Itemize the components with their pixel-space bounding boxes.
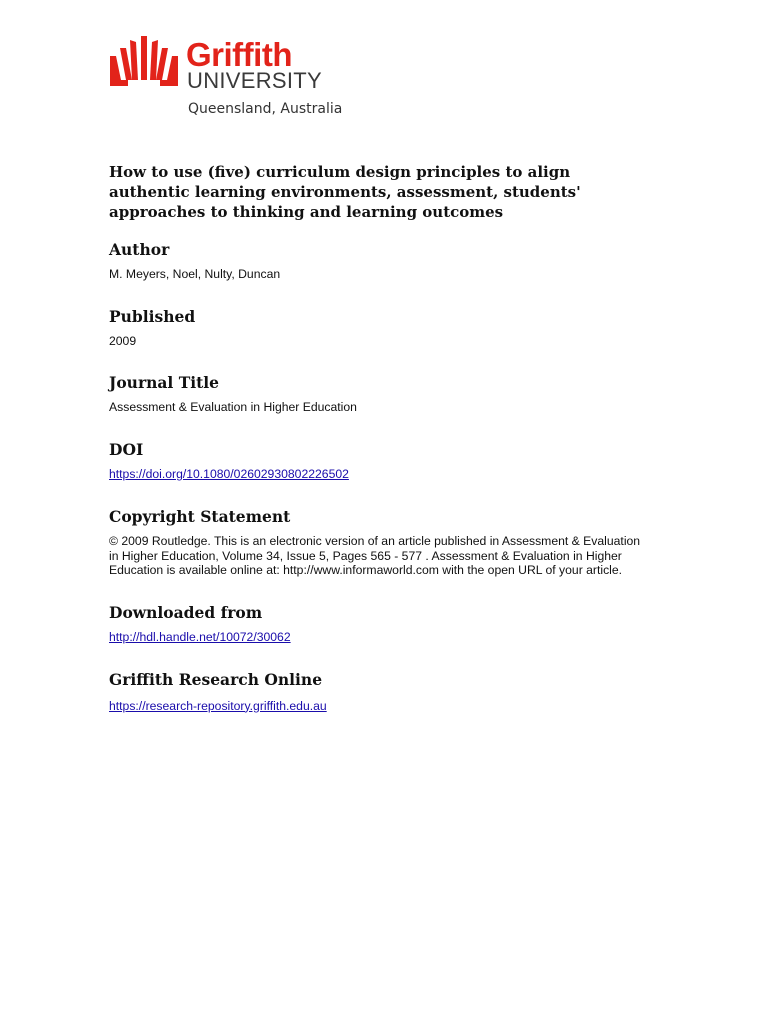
griffith-flame-icon: [108, 34, 186, 92]
doi-link[interactable]: https://doi.org/10.1080/02602930802226502: [109, 467, 349, 482]
author-value: M. Meyers, Noel, Nulty, Duncan: [109, 267, 281, 281]
doi-heading: DOI: [109, 440, 144, 460]
copyright-heading: Copyright Statement: [109, 506, 291, 526]
repository-link[interactable]: https://research-repository.griffith.edu.au: [109, 698, 327, 713]
published-heading: Published: [109, 306, 196, 326]
logo-subtitle: UNIVERSITY: [187, 68, 323, 93]
downloaded-heading: Downloaded from: [109, 602, 263, 622]
downloaded-section: [109, 603, 649, 645]
research-online-heading: Griffith Research Online: [109, 669, 323, 689]
journal-title-heading: Journal Title: [109, 373, 220, 393]
published-section: [109, 307, 649, 349]
handle-link[interactable]: http://hdl.handle.net/10072/30062: [109, 629, 291, 644]
journal-section: [109, 373, 649, 415]
university-logo: [108, 34, 348, 124]
copyright-value: © 2009 Routledge. This is an electronic version of an article published in Assessment & Evaluation in Higher Education, Volume 34, Issue 5, Pages 565 - 577 . Assessment & Evaluation in Higher Education is available online at: http://www.informaworld.com with the open URL of your article.: [109, 533, 641, 578]
document-metadata: [109, 162, 649, 713]
journal-title-value: Assessment & Evaluation in Higher Education: [109, 400, 357, 415]
published-value: 2009: [109, 333, 137, 348]
logo-location: Queensland, Australia: [188, 101, 343, 117]
doi-section: [109, 440, 649, 482]
author-heading: Author: [109, 240, 170, 259]
copyright-section: [109, 507, 649, 578]
research-online-section: [109, 670, 649, 714]
author-section: [109, 240, 649, 282]
logo-name: Griffith: [186, 36, 292, 73]
document-title: How to use (five) curriculum design principles to align authentic learning environments, assessment, students' approaches to thinking and learning outcomes: [109, 163, 581, 221]
